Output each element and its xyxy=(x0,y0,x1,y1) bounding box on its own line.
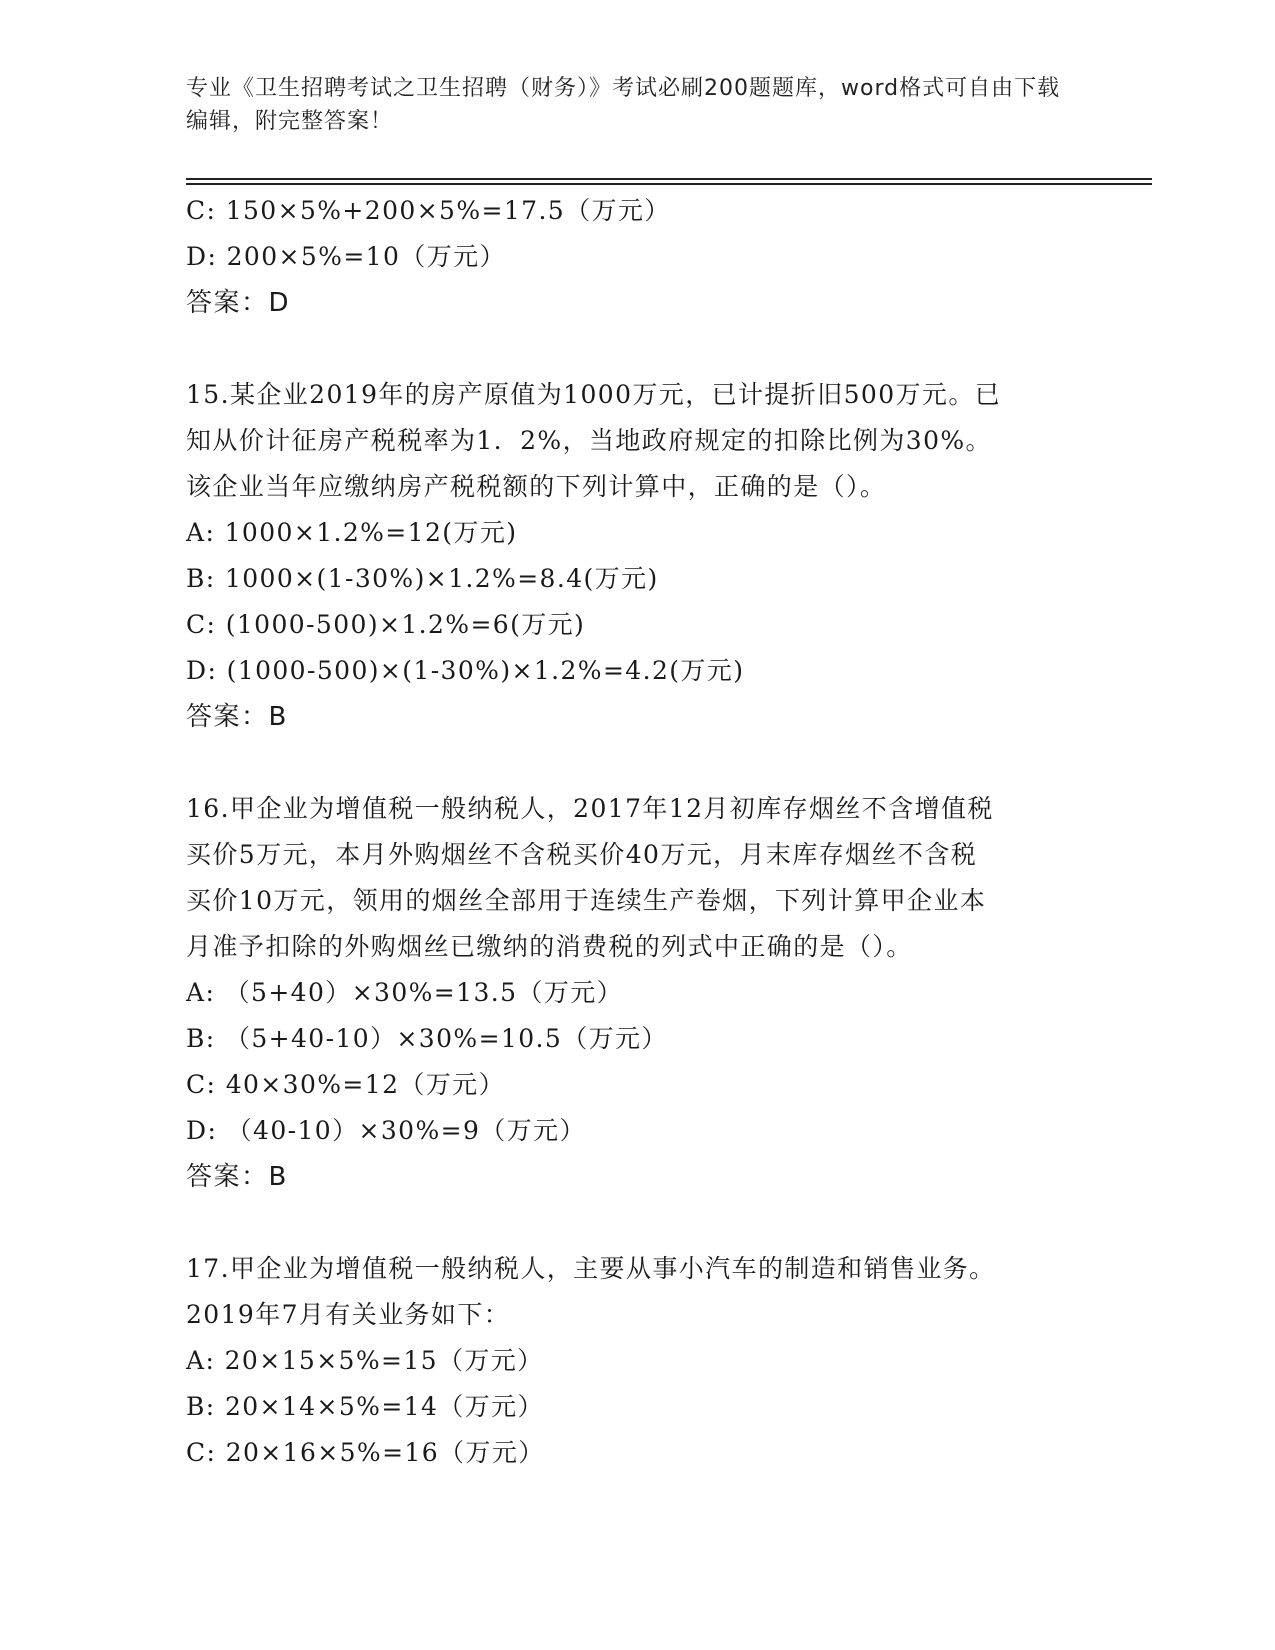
option-b: B: （5+40-10）×30%=10.5（万元） xyxy=(186,1024,668,1053)
option-c: C: (1000-500)×1.2%=6(万元) xyxy=(186,610,586,639)
question-15 xyxy=(186,372,1086,740)
header-divider-second xyxy=(186,183,1152,185)
question-stem-line: 买价10万元，领用的烟丝全部用于连续生产卷烟，下列计算甲企业本 xyxy=(186,886,987,915)
option-a: A: 1000×1.2%=12(万元) xyxy=(186,518,518,547)
question-stem-line: 16.甲企业为增值税一般纳税人，2017年12月初库存烟丝不含增值税 xyxy=(186,794,994,823)
question-stem-line: 知从价计征房产税税率为1．2%，当地政府规定的扣除比例为30%。 xyxy=(186,426,992,455)
question-stem-line: 月准予扣除的外购烟丝已缴纳的消费税的列式中正确的是（）。 xyxy=(186,932,913,961)
option-d: D: 200×5%=10（万元） xyxy=(186,242,506,271)
question-16 xyxy=(186,786,1086,1200)
document-title: 专业《卫生招聘考试之卫生招聘（财务）》考试必刷200题题库，word格式可自由下载编辑，附完整答案！ xyxy=(186,76,1061,134)
spacer xyxy=(186,1200,1086,1246)
document-body xyxy=(186,188,1086,1476)
option-c: C: 40×30%=12（万元） xyxy=(186,1070,505,1099)
question-stem-line: 买价5万元，本月外购烟丝不含税买价40万元，月末库存烟丝不含税 xyxy=(186,840,978,869)
question-stem-line: 该企业当年应缴纳房产税税额的下列计算中，正确的是（）。 xyxy=(186,472,887,501)
page-header xyxy=(186,72,1066,138)
question-stem-line: 2019年7月有关业务如下： xyxy=(186,1300,511,1329)
answer-line: 答案：B xyxy=(186,1162,288,1192)
answer-line: 答案：D xyxy=(186,288,291,318)
question-fragment xyxy=(186,188,1086,326)
option-a: A: （5+40）×30%=13.5（万元） xyxy=(186,978,624,1007)
option-b: B: 20×14×5%=14（万元） xyxy=(186,1392,544,1421)
option-b: B: 1000×(1-30%)×1.2%=8.4(万元) xyxy=(186,564,659,593)
answer-line: 答案：B xyxy=(186,702,288,732)
question-stem-line: 15.某企业2019年的房产原值为1000万元，已计提折旧500万元。已 xyxy=(186,380,1002,409)
header-divider xyxy=(186,178,1152,180)
option-d: D: （40-10）×30%=9（万元） xyxy=(186,1116,586,1145)
option-c: C: 20×16×5%=16（万元） xyxy=(186,1438,545,1467)
spacer xyxy=(186,326,1086,372)
question-17 xyxy=(186,1246,1086,1476)
spacer xyxy=(186,740,1086,786)
option-d: D: (1000-500)×(1-30%)×1.2%=4.2(万元) xyxy=(186,656,745,685)
option-c: C: 150×5%+200×5%=17.5（万元） xyxy=(186,196,671,225)
option-a: A: 20×15×5%=15（万元） xyxy=(186,1346,544,1375)
question-stem-line: 17.甲企业为增值税一般纳税人，主要从事小汽车的制造和销售业务。 xyxy=(186,1254,996,1283)
